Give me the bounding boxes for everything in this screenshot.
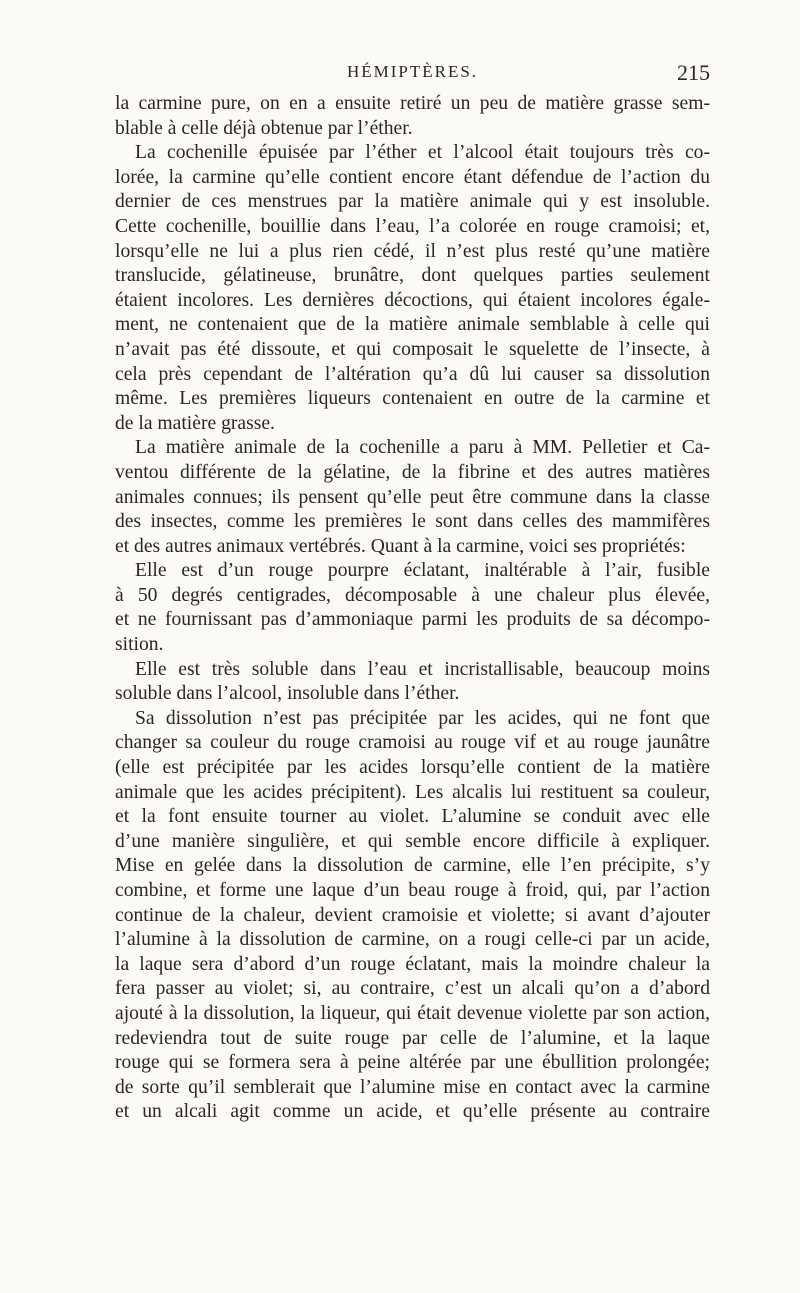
text-line: Elle est très soluble dans l’eau et incristallisable, beaucoup moins bbox=[135, 658, 710, 680]
text-line: sition. bbox=[115, 634, 164, 656]
paragraph bbox=[115, 141, 710, 436]
text-line: de sorte qu’il semblerait que l’alumine mise en contact avec la carmine bbox=[115, 1076, 710, 1098]
text-line: et des autres animaux vertébrés. Quant à la carmine, voici ses propriétés: bbox=[115, 535, 686, 557]
text-line: ment, ne contenaient que de la matière animale semblable à celle qui bbox=[115, 314, 710, 336]
text-line: la carmine pure, on en a ensuite retiré un peu de matière grasse sem- bbox=[115, 93, 710, 114]
text-line: cela près cependant de l’altération qu’a dû lui causer sa dissolution bbox=[115, 363, 710, 385]
text-line: lorsqu’elle ne lui a plus rien cédé, il n’est plus resté qu’une matière bbox=[115, 240, 710, 262]
text-line: Cette cochenille, bouillie dans l’eau, l’a colorée en rouge cramoisi; et, bbox=[115, 215, 710, 237]
text-line: la laque sera d’abord d’un rouge éclatant, mais la moindre chaleur la bbox=[115, 953, 710, 975]
text-line: ventou différente de la gélatine, de la fibrine et des autres matières bbox=[115, 461, 710, 483]
text-line: fera passer au violet; si, au contraire, c’est un alcali qu’on a d’abord bbox=[115, 978, 710, 1000]
text-line: l’alumine à la dissolution de carmine, on a rougi celle-ci par un acide, bbox=[115, 929, 710, 951]
text-line: La cochenille épuisée par l’éther et l’alcool était toujours très co- bbox=[135, 142, 710, 164]
text-line: de la matière grasse. bbox=[115, 412, 275, 434]
text-line: Mise en gelée dans la dissolution de carmine, elle l’en précipite, s’y bbox=[115, 855, 710, 877]
page-header bbox=[115, 60, 710, 90]
text-line: rouge qui se formera sera à peine altérée par une ébullition prolongée; bbox=[115, 1052, 710, 1074]
text-line: translucide, gélatineuse, brunâtre, dont quelques parties seulement bbox=[115, 265, 710, 287]
page-number: 215 bbox=[677, 60, 710, 85]
paragraph bbox=[115, 707, 710, 1125]
text-line: Sa dissolution n’est pas précipitée par les acides, qui ne font que bbox=[135, 707, 710, 729]
text-line: animales connues; ils pensent qu’elle peut être commune dans la classe bbox=[115, 486, 710, 508]
text-line: et ne fournissant pas d’ammoniaque parmi les produits de sa décompo- bbox=[115, 609, 710, 631]
text-line: lorée, la carmine qu’elle contient encore étant défendue de l’action du bbox=[115, 166, 710, 188]
text-line: (elle est précipitée par les acides lorsqu’elle contient de la matière bbox=[115, 757, 710, 779]
paragraph bbox=[115, 436, 710, 559]
text-line: n’avait pas été dissoute, et qui composait le squelette de l’insecte, à bbox=[115, 338, 710, 360]
text-line: changer sa couleur du rouge cramoisi au rouge vif et au rouge jaunâtre bbox=[115, 732, 710, 754]
text-line: blable à celle déjà obtenue par l’éther. bbox=[115, 117, 413, 139]
text-line: même. Les premières liqueurs contenaient en outre de la carmine et bbox=[115, 388, 710, 410]
body-text bbox=[115, 92, 710, 1125]
text-line: animale que les acides précipitent). Les alcalis lui restituent sa couleur, bbox=[115, 781, 710, 803]
text-line: et la font ensuite tourner au violet. L’alumine se conduit avec elle bbox=[115, 806, 710, 828]
text-line: Elle est d’un rouge pourpre éclatant, inaltérable à l’air, fusible bbox=[135, 560, 710, 582]
text-line: continue de la chaleur, devient cramoisie et violette; si avant d’ajouter bbox=[115, 904, 710, 926]
text-line: dernier de ces menstrues par la matière animale qui y est insoluble. bbox=[115, 191, 710, 213]
text-line: La matière animale de la cochenille a paru à MM. Pelletier et Ca- bbox=[135, 437, 710, 459]
text-line: des insectes, comme les premières le sont dans celles des mammifères bbox=[115, 511, 710, 533]
text-line: à 50 degrés centigrades, décomposable à une chaleur plus élevée, bbox=[115, 584, 710, 606]
text-line: redeviendra tout de suite rouge par celle de l’alumine, et la laque bbox=[115, 1027, 710, 1049]
running-title: HÉMIPTÈRES. bbox=[346, 62, 479, 81]
text-line: soluble dans l’alcool, insoluble dans l’éther. bbox=[115, 683, 460, 705]
text-line: combine, et forme une laque d’un beau rouge à froid, qui, par l’action bbox=[115, 880, 710, 901]
paragraph bbox=[115, 658, 710, 707]
paragraph bbox=[115, 559, 710, 657]
text-line: et un alcali agit comme un acide, et qu’elle présente au contraire bbox=[115, 1101, 710, 1123]
paragraph bbox=[115, 92, 710, 141]
text-line: ajouté à la dissolution, la liqueur, qui était devenue violette par son action, bbox=[115, 1002, 710, 1024]
text-line: d’une manière singulière, et qui semble encore difficile à expliquer. bbox=[115, 830, 710, 852]
text-line: étaient incolores. Les dernières décoctions, qui étaient incolores égale- bbox=[115, 289, 710, 311]
